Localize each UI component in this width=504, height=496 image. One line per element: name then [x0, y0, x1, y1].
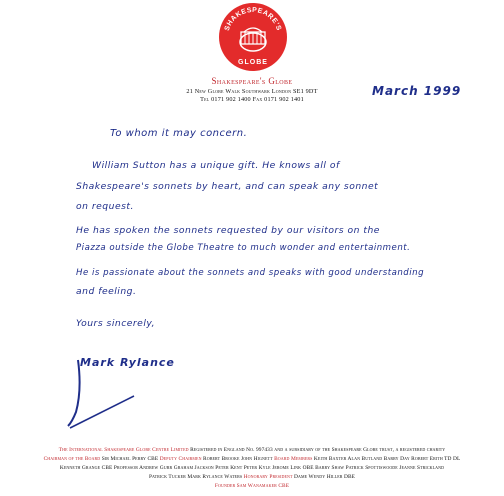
footer-founder: Founder Sam Wanamaker CBE [214, 483, 290, 489]
footer-line-4 [2, 474, 502, 480]
letter-line: He has spoken the sonnets requested by our visitors on the [76, 225, 380, 236]
footer-role: Chairman of the Board [43, 456, 101, 462]
footer-line-1 [2, 447, 502, 453]
letter-line: Piazza outside the Globe Theatre to much wonder and entertainment. [76, 243, 411, 253]
organization-address: 21 New Globe Walk Southwark London SE1 9DT [186, 88, 318, 95]
letter-line: William Sutton has a unique gift. He knows all of [92, 160, 340, 171]
footer-role: Honorary President [243, 474, 293, 480]
footer-names: Dame Wendy Hiller DBE [292, 474, 356, 480]
footer-registration: Registered in England No. 997433 and a subsidiary of the Shakespeare Globe trust, a registered charity [188, 447, 446, 453]
footer-line-2 [2, 456, 502, 462]
footer-names: Patrick Tucker Mark Rylance Waters [148, 474, 244, 480]
letter-line: Shakespeare's sonnets by heart, and can speak any sonnet [76, 181, 379, 192]
letter-line: and feeling. [76, 286, 137, 297]
svg-text:GLOBE: GLOBE [238, 59, 268, 66]
footer-names: Keith Baxter Alan Butland Barry Day Robert Erith TD DL [312, 456, 461, 462]
footer-role: Deputy Chairmen [159, 456, 202, 462]
letter-line: He is passionate about the sonnets and speaks with good understanding [76, 268, 425, 278]
letter-line: on request. [76, 201, 134, 212]
salutation: To whom it may concern. [110, 128, 248, 139]
footer-line-3 [2, 465, 502, 471]
footer-company: The International Shakespeare Globe Centre Limited [58, 447, 189, 453]
footer-names: Robert Brooke John Hignett [201, 456, 275, 462]
signature: Mark Rylance [80, 356, 175, 369]
footer-line-5 [2, 483, 502, 489]
footer-names: Sir Michael Perry CBE [100, 456, 160, 462]
footer-names: Kenneth Grange CBE Professor Andrew Gurr Graham Jackson Peter Kent Peter Kyle Jerome Link OBE Barry Shaw Patrick Spottiswoode Jeanne Strickland [59, 465, 445, 471]
organization-telephone: Tel 0171 902 1400 Fax 0171 902 1401 [200, 96, 304, 103]
organization-name: Shakespeare's Globe [211, 76, 293, 86]
closing: Yours sincerely, [76, 318, 156, 329]
globe-logo [218, 2, 288, 72]
letter-date: March 1999 [372, 84, 462, 98]
footer-role: Board Members [274, 456, 313, 462]
logo-text: SHAKESPEARE'S [223, 6, 283, 32]
